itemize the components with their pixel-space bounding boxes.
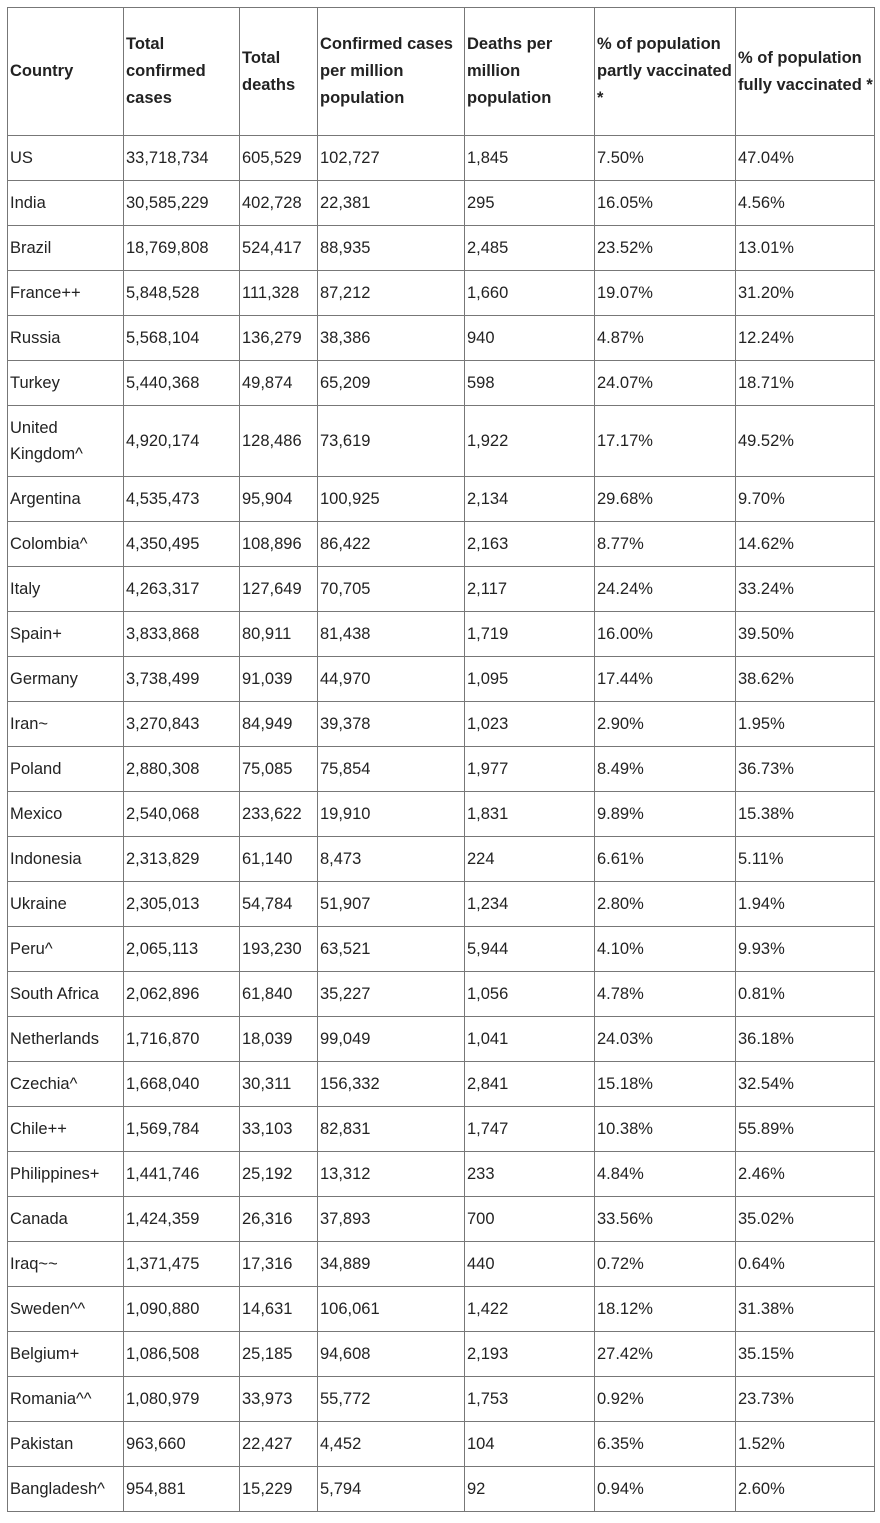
cell-total-confirmed-cases: 4,350,495: [124, 522, 240, 567]
cell-total-deaths: 136,279: [240, 316, 318, 361]
cell-deaths-per-million: 1,831: [465, 792, 595, 837]
cell-total-deaths: 49,874: [240, 361, 318, 406]
cell-cases-per-million: 8,473: [318, 837, 465, 882]
table-row: [8, 747, 875, 792]
cell-fully-vaccinated: 2.60%: [736, 1467, 875, 1512]
cell-fully-vaccinated: 2.46%: [736, 1152, 875, 1197]
table-row: [8, 181, 875, 226]
cell-total-deaths: 127,649: [240, 567, 318, 612]
table-row: [8, 1422, 875, 1467]
cell-total-confirmed-cases: 4,920,174: [124, 406, 240, 477]
table-body: [8, 136, 875, 1512]
cell-total-confirmed-cases: 1,090,880: [124, 1287, 240, 1332]
cell-deaths-per-million: 5,944: [465, 927, 595, 972]
table-row: [8, 1467, 875, 1512]
cell-country: Russia: [8, 316, 124, 361]
cell-deaths-per-million: 1,095: [465, 657, 595, 702]
cell-partly-vaccinated: 2.80%: [595, 882, 736, 927]
table-row: [8, 972, 875, 1017]
cell-total-deaths: 108,896: [240, 522, 318, 567]
cell-deaths-per-million: 1,023: [465, 702, 595, 747]
cell-country: Belgium+: [8, 1332, 124, 1377]
cell-cases-per-million: 87,212: [318, 271, 465, 316]
table-row: [8, 657, 875, 702]
cell-total-deaths: 26,316: [240, 1197, 318, 1242]
cell-deaths-per-million: 2,134: [465, 477, 595, 522]
cell-deaths-per-million: 2,841: [465, 1062, 595, 1107]
cell-country: Iran~: [8, 702, 124, 747]
cell-fully-vaccinated: 31.20%: [736, 271, 875, 316]
cell-total-confirmed-cases: 18,769,808: [124, 226, 240, 271]
cell-fully-vaccinated: 35.02%: [736, 1197, 875, 1242]
cell-fully-vaccinated: 14.62%: [736, 522, 875, 567]
cell-partly-vaccinated: 23.52%: [595, 226, 736, 271]
cell-country: Canada: [8, 1197, 124, 1242]
cell-total-confirmed-cases: 2,313,829: [124, 837, 240, 882]
header-total-confirmed-cases: Total confirmed cases: [124, 8, 240, 136]
cell-cases-per-million: 86,422: [318, 522, 465, 567]
cell-total-confirmed-cases: 5,440,368: [124, 361, 240, 406]
cell-fully-vaccinated: 5.11%: [736, 837, 875, 882]
cell-cases-per-million: 63,521: [318, 927, 465, 972]
cell-fully-vaccinated: 55.89%: [736, 1107, 875, 1152]
cell-total-confirmed-cases: 2,305,013: [124, 882, 240, 927]
table-row: [8, 567, 875, 612]
cell-fully-vaccinated: 4.56%: [736, 181, 875, 226]
cell-fully-vaccinated: 1.95%: [736, 702, 875, 747]
cell-total-confirmed-cases: 1,086,508: [124, 1332, 240, 1377]
cell-fully-vaccinated: 9.93%: [736, 927, 875, 972]
cell-partly-vaccinated: 16.05%: [595, 181, 736, 226]
cell-total-confirmed-cases: 3,738,499: [124, 657, 240, 702]
cell-total-deaths: 91,039: [240, 657, 318, 702]
cell-country: Iraq~~: [8, 1242, 124, 1287]
cell-total-deaths: 17,316: [240, 1242, 318, 1287]
cell-total-deaths: 193,230: [240, 927, 318, 972]
cell-fully-vaccinated: 47.04%: [736, 136, 875, 181]
cell-total-deaths: 605,529: [240, 136, 318, 181]
cell-deaths-per-million: 700: [465, 1197, 595, 1242]
header-cases-per-million: Confirmed cases per million population: [318, 8, 465, 136]
cell-partly-vaccinated: 4.78%: [595, 972, 736, 1017]
table-header: [8, 8, 875, 136]
cell-total-confirmed-cases: 4,263,317: [124, 567, 240, 612]
cell-fully-vaccinated: 23.73%: [736, 1377, 875, 1422]
cell-country: Germany: [8, 657, 124, 702]
cell-fully-vaccinated: 0.81%: [736, 972, 875, 1017]
cell-country: Chile++: [8, 1107, 124, 1152]
cell-deaths-per-million: 940: [465, 316, 595, 361]
cell-cases-per-million: 99,049: [318, 1017, 465, 1062]
table-row: [8, 1152, 875, 1197]
cell-fully-vaccinated: 36.73%: [736, 747, 875, 792]
cell-total-confirmed-cases: 30,585,229: [124, 181, 240, 226]
cell-cases-per-million: 51,907: [318, 882, 465, 927]
cell-partly-vaccinated: 24.24%: [595, 567, 736, 612]
cell-country: Turkey: [8, 361, 124, 406]
cell-total-deaths: 524,417: [240, 226, 318, 271]
cell-cases-per-million: 75,854: [318, 747, 465, 792]
cell-fully-vaccinated: 39.50%: [736, 612, 875, 657]
cell-cases-per-million: 44,970: [318, 657, 465, 702]
table-row: [8, 1377, 875, 1422]
cell-fully-vaccinated: 33.24%: [736, 567, 875, 612]
cell-partly-vaccinated: 4.87%: [595, 316, 736, 361]
cell-cases-per-million: 37,893: [318, 1197, 465, 1242]
cell-total-deaths: 75,085: [240, 747, 318, 792]
cell-cases-per-million: 73,619: [318, 406, 465, 477]
cell-country: Peru^: [8, 927, 124, 972]
cell-country: Bangladesh^: [8, 1467, 124, 1512]
cell-country: Ukraine: [8, 882, 124, 927]
cell-cases-per-million: 94,608: [318, 1332, 465, 1377]
cell-country: Sweden^^: [8, 1287, 124, 1332]
cell-total-deaths: 18,039: [240, 1017, 318, 1062]
cell-total-deaths: 54,784: [240, 882, 318, 927]
cell-partly-vaccinated: 0.92%: [595, 1377, 736, 1422]
cell-total-confirmed-cases: 1,569,784: [124, 1107, 240, 1152]
cell-deaths-per-million: 1,719: [465, 612, 595, 657]
cell-partly-vaccinated: 10.38%: [595, 1107, 736, 1152]
cell-country: US: [8, 136, 124, 181]
cell-total-deaths: 80,911: [240, 612, 318, 657]
cell-cases-per-million: 82,831: [318, 1107, 465, 1152]
cell-total-deaths: 33,973: [240, 1377, 318, 1422]
cell-cases-per-million: 39,378: [318, 702, 465, 747]
covid-stats-table: [7, 7, 875, 1512]
cell-total-confirmed-cases: 954,881: [124, 1467, 240, 1512]
cell-partly-vaccinated: 16.00%: [595, 612, 736, 657]
table-row: [8, 361, 875, 406]
cell-total-deaths: 61,840: [240, 972, 318, 1017]
table-row: [8, 316, 875, 361]
cell-partly-vaccinated: 18.12%: [595, 1287, 736, 1332]
cell-total-confirmed-cases: 2,065,113: [124, 927, 240, 972]
header-country: Country: [8, 8, 124, 136]
table-row: [8, 1242, 875, 1287]
cell-deaths-per-million: 2,485: [465, 226, 595, 271]
cell-total-confirmed-cases: 2,880,308: [124, 747, 240, 792]
cell-total-deaths: 25,185: [240, 1332, 318, 1377]
cell-total-confirmed-cases: 2,540,068: [124, 792, 240, 837]
cell-deaths-per-million: 1,234: [465, 882, 595, 927]
table-row: [8, 1017, 875, 1062]
cell-country: France++: [8, 271, 124, 316]
cell-deaths-per-million: 224: [465, 837, 595, 882]
table-row: [8, 271, 875, 316]
cell-deaths-per-million: 104: [465, 1422, 595, 1467]
cell-cases-per-million: 65,209: [318, 361, 465, 406]
header-partly-vaccinated: % of population partly vaccinated *: [595, 8, 736, 136]
cell-partly-vaccinated: 17.44%: [595, 657, 736, 702]
cell-total-deaths: 402,728: [240, 181, 318, 226]
cell-total-deaths: 128,486: [240, 406, 318, 477]
cell-total-deaths: 33,103: [240, 1107, 318, 1152]
table-row: [8, 1287, 875, 1332]
table-row: [8, 927, 875, 972]
cell-deaths-per-million: 2,163: [465, 522, 595, 567]
cell-partly-vaccinated: 33.56%: [595, 1197, 736, 1242]
cell-partly-vaccinated: 4.10%: [595, 927, 736, 972]
cell-total-deaths: 233,622: [240, 792, 318, 837]
cell-cases-per-million: 35,227: [318, 972, 465, 1017]
cell-country: Italy: [8, 567, 124, 612]
table-row: [8, 522, 875, 567]
cell-total-deaths: 61,140: [240, 837, 318, 882]
cell-partly-vaccinated: 8.49%: [595, 747, 736, 792]
cell-fully-vaccinated: 49.52%: [736, 406, 875, 477]
cell-cases-per-million: 106,061: [318, 1287, 465, 1332]
cell-cases-per-million: 102,727: [318, 136, 465, 181]
cell-cases-per-million: 55,772: [318, 1377, 465, 1422]
cell-fully-vaccinated: 1.52%: [736, 1422, 875, 1467]
cell-partly-vaccinated: 7.50%: [595, 136, 736, 181]
cell-deaths-per-million: 295: [465, 181, 595, 226]
cell-partly-vaccinated: 0.72%: [595, 1242, 736, 1287]
cell-partly-vaccinated: 19.07%: [595, 271, 736, 316]
cell-cases-per-million: 70,705: [318, 567, 465, 612]
cell-total-deaths: 84,949: [240, 702, 318, 747]
cell-partly-vaccinated: 27.42%: [595, 1332, 736, 1377]
cell-fully-vaccinated: 31.38%: [736, 1287, 875, 1332]
table-row: [8, 1062, 875, 1107]
cell-cases-per-million: 100,925: [318, 477, 465, 522]
cell-total-confirmed-cases: 2,062,896: [124, 972, 240, 1017]
cell-country: Philippines+: [8, 1152, 124, 1197]
header-fully-vaccinated: % of population fully vaccinated *: [736, 8, 875, 136]
cell-country: India: [8, 181, 124, 226]
cell-total-confirmed-cases: 3,833,868: [124, 612, 240, 657]
cell-fully-vaccinated: 15.38%: [736, 792, 875, 837]
cell-cases-per-million: 13,312: [318, 1152, 465, 1197]
table-row: [8, 1332, 875, 1377]
cell-country: United Kingdom^: [8, 406, 124, 477]
header-deaths-per-million: Deaths per million population: [465, 8, 595, 136]
cell-total-confirmed-cases: 963,660: [124, 1422, 240, 1467]
cell-total-confirmed-cases: 1,716,870: [124, 1017, 240, 1062]
cell-deaths-per-million: 1,977: [465, 747, 595, 792]
cell-deaths-per-million: 1,845: [465, 136, 595, 181]
cell-cases-per-million: 22,381: [318, 181, 465, 226]
cell-fully-vaccinated: 13.01%: [736, 226, 875, 271]
cell-partly-vaccinated: 8.77%: [595, 522, 736, 567]
cell-total-confirmed-cases: 1,371,475: [124, 1242, 240, 1287]
cell-cases-per-million: 81,438: [318, 612, 465, 657]
cell-deaths-per-million: 598: [465, 361, 595, 406]
cell-deaths-per-million: 1,056: [465, 972, 595, 1017]
cell-total-deaths: 111,328: [240, 271, 318, 316]
cell-deaths-per-million: 1,660: [465, 271, 595, 316]
cell-partly-vaccinated: 0.94%: [595, 1467, 736, 1512]
cell-fully-vaccinated: 0.64%: [736, 1242, 875, 1287]
cell-country: Poland: [8, 747, 124, 792]
cell-total-deaths: 30,311: [240, 1062, 318, 1107]
cell-fully-vaccinated: 35.15%: [736, 1332, 875, 1377]
table-row: [8, 702, 875, 747]
cell-country: Colombia^: [8, 522, 124, 567]
cell-country: Czechia^: [8, 1062, 124, 1107]
cell-fully-vaccinated: 12.24%: [736, 316, 875, 361]
cell-fully-vaccinated: 32.54%: [736, 1062, 875, 1107]
cell-partly-vaccinated: 6.35%: [595, 1422, 736, 1467]
cell-country: Spain+: [8, 612, 124, 657]
header-row: [8, 8, 875, 136]
cell-deaths-per-million: 2,193: [465, 1332, 595, 1377]
cell-total-confirmed-cases: 4,535,473: [124, 477, 240, 522]
cell-cases-per-million: 88,935: [318, 226, 465, 271]
cell-cases-per-million: 38,386: [318, 316, 465, 361]
cell-total-deaths: 15,229: [240, 1467, 318, 1512]
cell-total-confirmed-cases: 33,718,734: [124, 136, 240, 181]
cell-total-deaths: 22,427: [240, 1422, 318, 1467]
cell-partly-vaccinated: 29.68%: [595, 477, 736, 522]
cell-partly-vaccinated: 2.90%: [595, 702, 736, 747]
cell-deaths-per-million: 1,422: [465, 1287, 595, 1332]
cell-deaths-per-million: 92: [465, 1467, 595, 1512]
cell-partly-vaccinated: 17.17%: [595, 406, 736, 477]
cell-country: Indonesia: [8, 837, 124, 882]
cell-deaths-per-million: 233: [465, 1152, 595, 1197]
cell-total-confirmed-cases: 1,424,359: [124, 1197, 240, 1242]
cell-partly-vaccinated: 24.07%: [595, 361, 736, 406]
cell-partly-vaccinated: 24.03%: [595, 1017, 736, 1062]
cell-fully-vaccinated: 1.94%: [736, 882, 875, 927]
header-total-deaths: Total deaths: [240, 8, 318, 136]
table-row: [8, 612, 875, 657]
table-row: [8, 226, 875, 271]
table-row: [8, 1197, 875, 1242]
cell-fully-vaccinated: 36.18%: [736, 1017, 875, 1062]
cell-country: Brazil: [8, 226, 124, 271]
table-row: [8, 837, 875, 882]
cell-total-confirmed-cases: 5,848,528: [124, 271, 240, 316]
cell-country: Romania^^: [8, 1377, 124, 1422]
cell-total-deaths: 25,192: [240, 1152, 318, 1197]
cell-total-confirmed-cases: 1,441,746: [124, 1152, 240, 1197]
cell-deaths-per-million: 1,041: [465, 1017, 595, 1062]
cell-deaths-per-million: 440: [465, 1242, 595, 1287]
cell-partly-vaccinated: 9.89%: [595, 792, 736, 837]
cell-total-confirmed-cases: 1,668,040: [124, 1062, 240, 1107]
cell-partly-vaccinated: 6.61%: [595, 837, 736, 882]
cell-deaths-per-million: 1,747: [465, 1107, 595, 1152]
cell-total-confirmed-cases: 1,080,979: [124, 1377, 240, 1422]
cell-cases-per-million: 34,889: [318, 1242, 465, 1287]
cell-country: Mexico: [8, 792, 124, 837]
cell-fully-vaccinated: 38.62%: [736, 657, 875, 702]
cell-cases-per-million: 156,332: [318, 1062, 465, 1107]
table-row: [8, 477, 875, 522]
cell-partly-vaccinated: 4.84%: [595, 1152, 736, 1197]
cell-total-confirmed-cases: 3,270,843: [124, 702, 240, 747]
table-row: [8, 792, 875, 837]
cell-country: South Africa: [8, 972, 124, 1017]
cell-cases-per-million: 5,794: [318, 1467, 465, 1512]
table-row: [8, 406, 875, 477]
cell-total-confirmed-cases: 5,568,104: [124, 316, 240, 361]
table-row: [8, 1107, 875, 1152]
cell-partly-vaccinated: 15.18%: [595, 1062, 736, 1107]
cell-fully-vaccinated: 18.71%: [736, 361, 875, 406]
cell-country: Pakistan: [8, 1422, 124, 1467]
cell-total-deaths: 14,631: [240, 1287, 318, 1332]
cell-cases-per-million: 4,452: [318, 1422, 465, 1467]
cell-cases-per-million: 19,910: [318, 792, 465, 837]
cell-deaths-per-million: 2,117: [465, 567, 595, 612]
table-row: [8, 882, 875, 927]
cell-total-deaths: 95,904: [240, 477, 318, 522]
table-row: [8, 136, 875, 181]
cell-deaths-per-million: 1,922: [465, 406, 595, 477]
cell-fully-vaccinated: 9.70%: [736, 477, 875, 522]
cell-country: Argentina: [8, 477, 124, 522]
cell-country: Netherlands: [8, 1017, 124, 1062]
cell-deaths-per-million: 1,753: [465, 1377, 595, 1422]
